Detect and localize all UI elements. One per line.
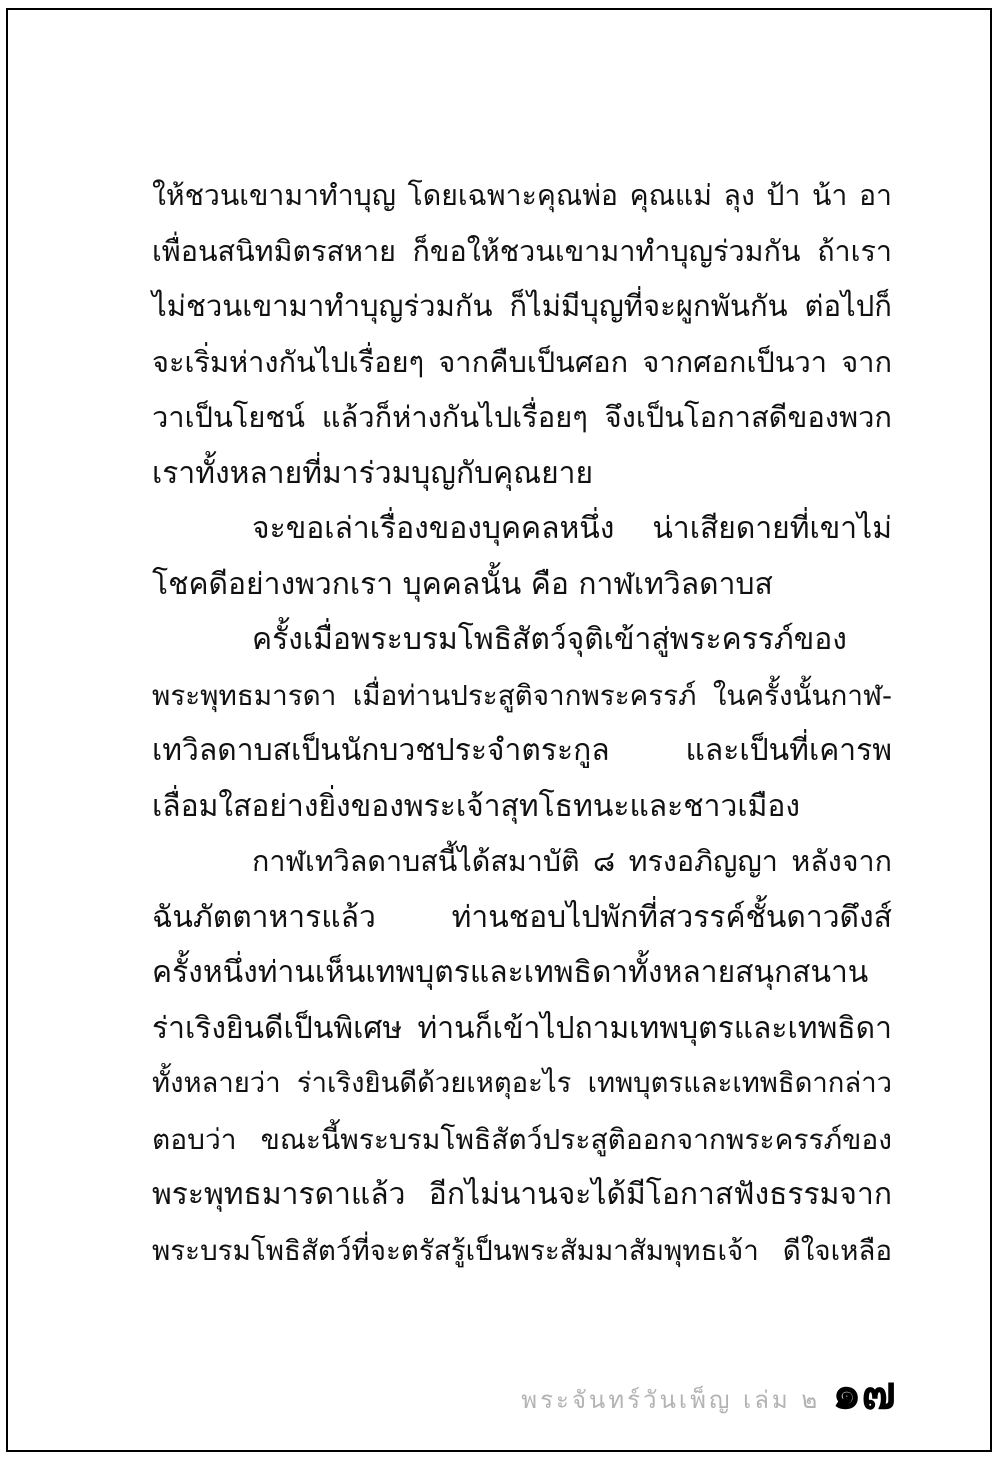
book-title: พระจันทร์วันเพ็ญ เล่ม ๒: [521, 1386, 821, 1414]
text-line: จะขอเล่าเรื่องของบุคคลหนึ่ง น่าเสียดายที่เขาไม่: [252, 511, 892, 546]
text-line: ตอบว่า ขณะนี้พระบรมโพธิสัตว์ประสูติออกจากพระครรภ์ของ: [152, 1122, 892, 1156]
text-line: เราทั้งหลายที่มาร่วมบุญกับคุณยาย: [152, 455, 594, 491]
text-line: โชคดีอย่างพวกเรา บุคคลนั้น คือ กาฬเทวิลดาบส: [152, 566, 773, 602]
text-line: เลื่อมใสอย่างยิ่งของพระเจ้าสุทโธทนะและชาวเมือง: [152, 788, 801, 824]
page-number: ๑๗: [832, 1365, 896, 1419]
body-text: [152, 168, 892, 1278]
text-line: พระบรมโพธิสัตว์ที่จะตรัสรู้เป็นพระสัมมาสัมพุทธเจ้า ดีใจเหลือ: [152, 1233, 892, 1267]
text-line: ไม่ชวนเขามาทำบุญร่วมกัน ก็ไม่มีบุญที่จะผูกพันกัน ต่อไปก็: [152, 289, 892, 323]
text-line: เทวิลดาบสเป็นนักบวชประจำตระกูล และเป็นที่เคารพ: [152, 733, 892, 768]
text-line: วาเป็นโยชน์ แล้วก็ห่างกันไปเรื่อยๆ จึงเป็นโอกาสดีของพวก: [152, 400, 892, 434]
text-line: ทั้งหลายว่า ร่าเริงยินดีด้วยเหตุอะไร เทพบุตรและเทพธิดากล่าว: [152, 1068, 892, 1099]
text-line: เพื่อนสนิทมิตรสหาย ก็ขอให้ชวนเขามาทำบุญร่วมกัน ถ้าเรา: [152, 233, 892, 268]
text-line: ฉันภัตตาหารแล้ว ท่านชอบไปพักที่สวรรค์ชั้นดาวดึงส์: [152, 899, 892, 935]
text-line: ครั้งเมื่อพระบรมโพธิสัตว์จุติเข้าสู่พระครรภ์ของ: [252, 622, 847, 657]
text-line: พระพุทธมารดาแล้ว อีกไม่นานจะได้มีโอกาสฟังธรรมจาก: [152, 1177, 892, 1212]
page-footer: [521, 1356, 896, 1419]
text-line: ครั้งหนึ่งท่านเห็นเทพบุตรและเทพธิดาทั้งหลายสนุกสนาน: [152, 955, 869, 990]
text-line: จะเริ่มห่างกันไปเรื่อยๆ จากคืบเป็นศอก จากศอกเป็นวา จาก: [152, 344, 892, 379]
text-line: ให้ชวนเขามาทำบุญ โดยเฉพาะคุณพ่อ คุณแม่ ลุง ป้า น้า อา: [152, 179, 892, 212]
text-line: พระพุทธมารดา เมื่อท่านประสูติจากพระครรภ์ ในครั้งนั้นกาฬ-: [152, 678, 892, 712]
text-line: กาฬเทวิลดาบสนี้ได้สมาบัติ ๘ ทรงอภิญญา หลังจาก: [252, 844, 892, 878]
text-line: ร่าเริงยินดีเป็นพิเศษ ท่านก็เข้าไปถามเทพบุตรและเทพธิดา: [152, 1010, 892, 1046]
